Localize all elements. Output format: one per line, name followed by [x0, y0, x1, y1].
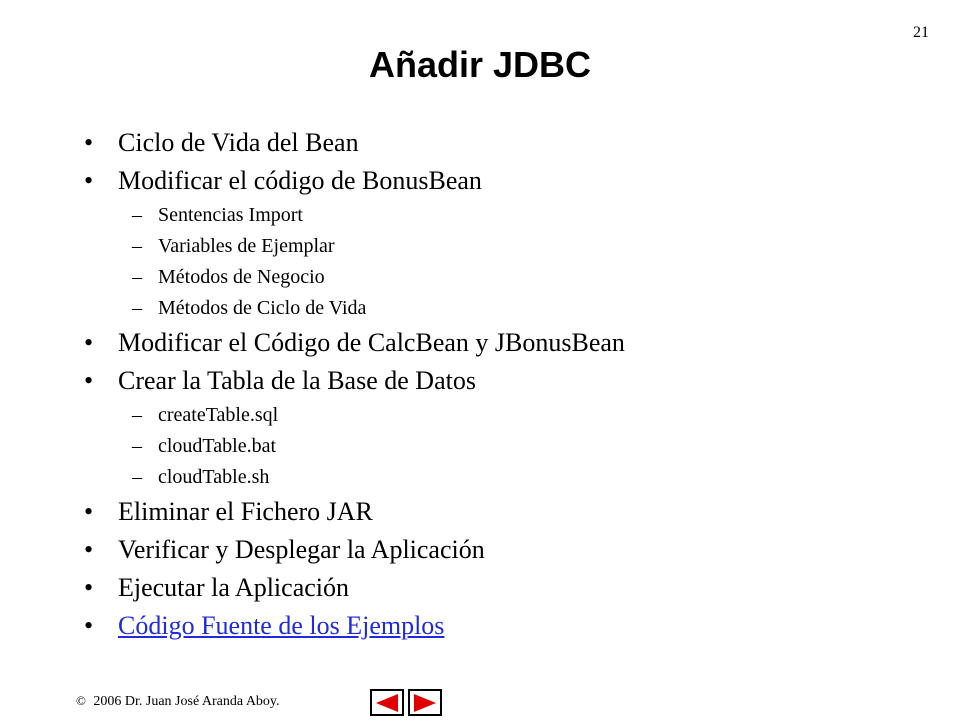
source-code-link[interactable]: Código Fuente de los Ejemplos — [118, 611, 445, 640]
bullet-item — [84, 607, 625, 645]
bullet-item — [84, 124, 625, 162]
bullet-text: Modificar el código de BonusBean — [118, 166, 482, 195]
bullet-text: Eliminar el Fichero JAR — [118, 497, 373, 526]
sub-bullet-item: – createTable.sql — [118, 400, 625, 431]
sub-bullet-item: – cloudTable.bat — [118, 431, 625, 462]
sub-bullet-list — [118, 200, 625, 324]
sub-bullet-item: – Métodos de Ciclo de Vida — [118, 293, 625, 324]
sub-bullet-list — [118, 400, 625, 493]
bullet-list — [84, 124, 625, 645]
bullet-text: Ciclo de Vida del Bean — [118, 128, 359, 157]
previous-slide-button[interactable] — [370, 689, 404, 716]
sub-bullet-item: – Sentencias Import — [118, 200, 625, 231]
slide-navigation — [370, 689, 442, 716]
bullet-item — [84, 531, 625, 569]
bullet-item — [84, 569, 625, 607]
right-arrow-icon — [414, 694, 436, 712]
left-arrow-icon — [376, 694, 398, 712]
bullet-text: Ejecutar la Aplicación — [118, 573, 350, 602]
slide-title: Añadir JDBC — [368, 44, 592, 85]
sub-bullet-item: – Variables de Ejemplar — [118, 231, 625, 262]
sub-bullet-item: – cloudTable.sh — [118, 462, 625, 493]
bullet-text: Modificar el Código de CalcBean y JBonusBean — [118, 328, 625, 357]
bullet-text: Verificar y Desplegar la Aplicación — [118, 535, 485, 564]
slide-number: 21 — [913, 24, 929, 41]
bullet-text: Crear la Tabla de la Base de Datos — [118, 366, 476, 395]
copyright-icon: © — [76, 693, 86, 708]
bullet-item — [84, 324, 625, 362]
footer-text: 2006 Dr. Juan José Aranda Aboy. — [93, 694, 280, 709]
sub-bullet-item: – Métodos de Negocio — [118, 262, 625, 293]
footer — [76, 693, 280, 710]
bullet-item — [84, 362, 625, 493]
bullet-item — [84, 162, 625, 324]
bullet-item — [84, 493, 625, 531]
next-slide-button[interactable] — [408, 689, 442, 716]
